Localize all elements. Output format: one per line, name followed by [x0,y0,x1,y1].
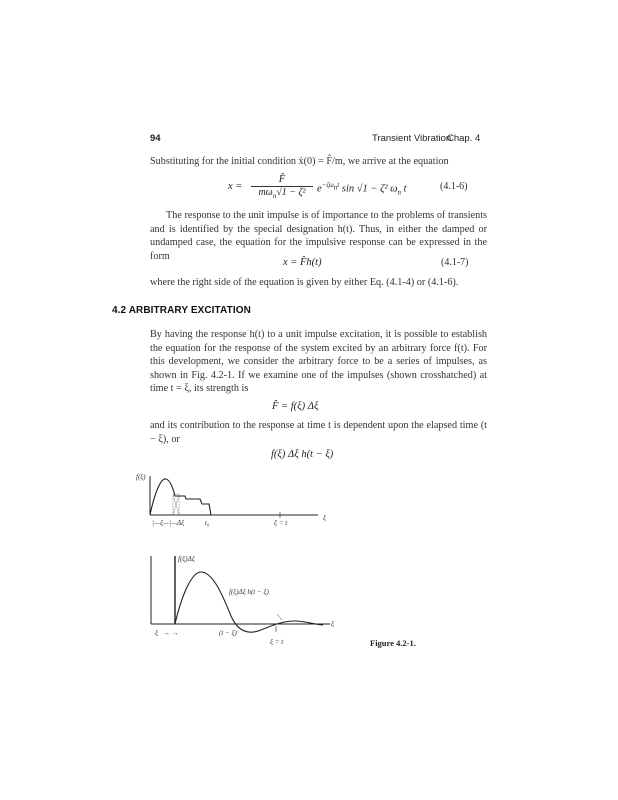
chapter-title: Transient Vibration [372,133,452,144]
figure-force-plot [130,468,350,536]
force-axis-label: f(ξ) [136,473,146,481]
paragraph-arbitrary-force: By having the response h(t) to a unit impulse excitation, it is possible to establish the equation for the response of the system excited by an arbitrary force f(t). For this development, we consider the arbitrary force to be a series of impulses, as shown in Fig. 4.2-1. If we examine one of the impulses (shown crosshatched) at time t = ξ, its strength is [150,329,487,395]
response-xi-equals-t-label: ξ = t [270,638,284,646]
response-leader-line [277,614,282,620]
eq1-lhs: x = [228,181,243,192]
impulse-label: f(ξ)Δξ [178,555,195,563]
eq1-rhs: $e^{-\zeta\omega_nt}$ sin √1 − ζ² $\omega_n$ t [317,181,407,197]
delta-xi-label: Δξ [177,519,185,527]
response-label: f(ξ)Δξ h(t − ξ) [229,588,269,596]
eq1-number: (4.1-6) [440,181,468,192]
xi-axis-label: ξ [323,514,326,522]
eq3: F̂ = f(ξ) Δξ [272,401,319,412]
elapsed-time-label: (t − ξ) [219,629,237,637]
dimension-xi-label: |—ξ—|— [152,519,178,527]
chapter-label: Chap. 4 [447,133,481,144]
section-heading: 4.2 ARBITRARY EXCITATION [112,305,251,316]
force-curve [150,479,211,515]
eq4: f(ξ) Δξ h(t − ξ) [271,449,334,460]
response-curve [175,572,323,632]
intro-line: Substituting for the initial condition ẋ(0) = F̂/m, we arrive at the equation [150,156,449,167]
t0-label: t₀ [205,519,210,527]
eq1-fraction [251,174,313,200]
eq1-denominator: $m\omega_n√1 - \zeta^2$ [258,187,306,200]
xi-equals-t-label: ξ = t [274,519,288,527]
eq2: x = F̂h(t) [283,257,322,268]
eq1-numerator: F̂ [278,174,286,185]
paragraph-where: where the right side of the equation is given by either Eq. (4.1-4) or (4.1-6). [150,277,459,288]
paragraph-impulse-response: The response to the unit impulse is of importance to the problems of transients and is identified by the special designation h(t). Thus, in either the damped or undamped case, the equation for the impulsive response can be expressed in the form [150,210,487,262]
paragraph-contribution: and its contribution to the response at time t is dependent upon the elapsed time (t − ξ), or [150,420,487,445]
response-xi-left-label: ξ [155,629,158,637]
response-xi-axis-label: ξ [331,620,334,628]
response-xi-arrow: → → [163,629,179,637]
page-number: 94 [150,133,161,144]
eq2-number: (4.1-7) [441,257,469,268]
figure-caption: Figure 4.2-1. [370,638,416,648]
figure-response-plot [145,548,345,650]
